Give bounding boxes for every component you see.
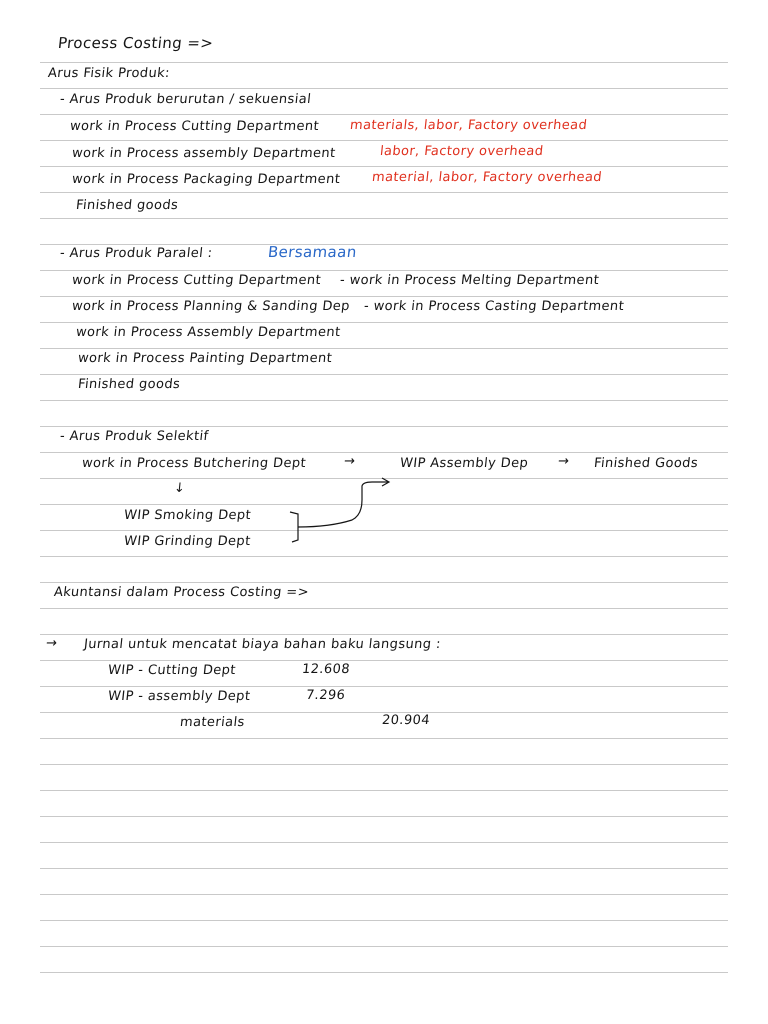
seq-row-dept: work in Process Cutting Department	[69, 119, 320, 134]
jurnal-bullet-arrow: →	[45, 636, 59, 651]
paralel-heading-note: Bersamaan	[267, 243, 358, 261]
down-arrow: ↓	[173, 481, 187, 496]
seq-row-cost-note: materials, labor, Factory overhead	[349, 118, 588, 133]
seq-row-dept: work in Process Packaging Department	[71, 172, 342, 187]
seq-finished-goods: Finished goods	[75, 198, 179, 213]
jurnal-heading: Jurnal untuk mencatat biaya bahan baku langsung :	[83, 637, 442, 652]
seq-row-cost-note: material, labor, Factory overhead	[371, 170, 603, 185]
paralel-row: work in Process Assembly Department	[75, 325, 342, 340]
jurnal-account: WIP - assembly Dept	[107, 689, 252, 704]
jurnal-credit: 20.904	[381, 713, 431, 728]
selektif-main-mid: WIP Assembly Dep	[399, 456, 529, 471]
section-heading-arus-fisik: Arus Fisik Produk:	[47, 66, 171, 81]
flow-arrow: →	[343, 454, 357, 469]
selektif-main-right: Finished Goods	[593, 456, 699, 471]
seq-heading: - Arus Produk berurutan / sekuensial	[59, 92, 312, 107]
paralel-heading: - Arus Produk Paralel :	[59, 246, 214, 261]
selektif-heading: - Arus Produk Selektif	[59, 429, 210, 444]
paralel-row-right: - work in Process Melting Department	[339, 273, 600, 288]
paralel-row-right: - work in Process Casting Department	[363, 299, 625, 314]
page-title: Process Costing =>	[57, 34, 215, 52]
seq-row-cost-note: labor, Factory overhead	[379, 144, 545, 159]
akuntansi-heading: Akuntansi dalam Process Costing =>	[53, 585, 310, 600]
seq-row-dept: work in Process assembly Department	[71, 146, 337, 161]
paralel-row-left: work in Process Cutting Department	[71, 273, 322, 288]
paralel-finished-goods: Finished goods	[77, 377, 181, 392]
selektif-branch: WIP Smoking Dept	[123, 508, 252, 523]
selektif-main-left: work in Process Butchering Dept	[81, 456, 307, 471]
paralel-row: work in Process Painting Department	[77, 351, 333, 366]
paralel-row-left: work in Process Planning & Sanding Dep	[71, 299, 351, 314]
jurnal-account: materials	[179, 715, 246, 730]
jurnal-debit: 7.296	[305, 688, 347, 703]
flow-arrow: →	[557, 454, 571, 469]
selektif-branch: WIP Grinding Dept	[123, 534, 252, 549]
jurnal-debit: 12.608	[301, 662, 351, 677]
jurnal-account: WIP - Cutting Dept	[107, 663, 237, 678]
